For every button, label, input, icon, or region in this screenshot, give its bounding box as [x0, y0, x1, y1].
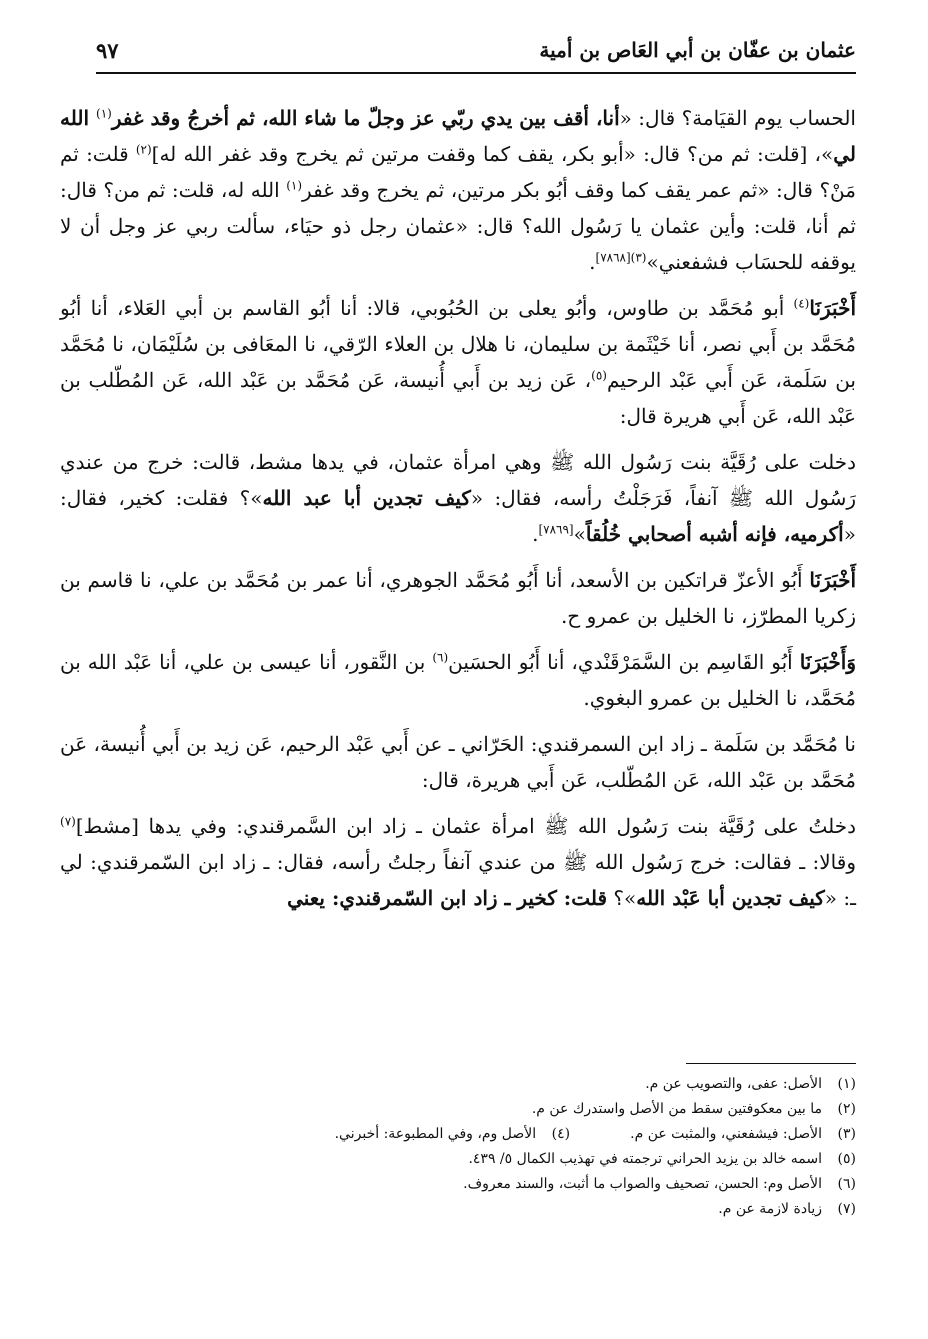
page-number: ٩٧ [96, 38, 119, 63]
footnotes [150, 1063, 856, 1222]
footnote-entry [468, 1151, 856, 1167]
footnote-entry [463, 1176, 856, 1192]
footnote-text: الأصل وم، وفي المطبوعة: أخبرني. [334, 1126, 537, 1142]
footnote-number: (٦) [837, 1176, 856, 1192]
text-run: الحساب يوم القيَامة؟ قال: « [619, 106, 856, 130]
text-run: الله لي [60, 106, 856, 166]
running-title: عثمان بن عفّان بن أبي العَاص بن أمية [539, 38, 856, 62]
footnote-marker: (٧) [60, 814, 76, 829]
footnote-text: ما بين معكوفتين سقط من الأصل واستدرك عن م. [531, 1101, 822, 1117]
text-run: أَخْبَرَنَا [809, 568, 856, 592]
footnote-number: (١) [837, 1076, 856, 1092]
text-run: وَأَخْبَرَنَا [799, 650, 856, 674]
footnote-marker: (٤) [793, 296, 810, 311]
footnote-text: اسمه خالد بن يزيد الحراني ترجمته في تهذيب الكمال ٥/ ٤٣٩. [468, 1151, 822, 1167]
footnote-marker: (٢) [135, 142, 152, 157]
footnote-number: (٤) [551, 1126, 571, 1142]
text-run: . [589, 250, 596, 274]
text-run: نا مُحَمَّد بن سَلَمة ـ زاد ابن السمرقندي: الحَرّاني ـ عن أَبي عَبْد الرحيم، عَن زيد بن أَبي أُنيسة، عَن مُحَمَّد بن عَبْد الله، عَن المُطّلب، عَن أَبي هريرة، قال: [60, 732, 856, 792]
text-run: »؟ [607, 886, 637, 910]
footnote-text: الأصل: فيشفعني، والمثبت عن م. [630, 1126, 822, 1142]
text-run: دخلتُ على رُقَيَّة بنت رَسُول الله ﷺ امرأة عثمان ـ زاد ابن السَّمرقندي: وفي يدها [مشط] [75, 814, 856, 838]
text-run: أكرميه، فإنه أشبه أصحابي خُلُقاً [585, 522, 844, 546]
footnote-text: الأصل وم: الحسن، تصحيف والصواب ما أثبت، والسند معروف. [463, 1176, 822, 1192]
footnote-entry [718, 1201, 856, 1217]
text-run: »؟ فقلت: كخير، فقال: « [60, 486, 856, 546]
footnote-entry [532, 1101, 856, 1117]
footnote-marker: (٣) [630, 250, 647, 265]
text-run: أَبُو الأعزّ قراتكين بن الأسعد، أنا أَبُو مُحَمَّد الجوهري، أنا عمر بن مُحَمَّد بن علي، نا قاسم بن زكريا المطرّز، نا الخليل بن عمرو ح. [60, 568, 856, 628]
text-run: قلت: كخير ـ زاد ابن السّمرقندي: يعني [287, 886, 608, 910]
text-run: وقالا: ـ فقالت: خرج رَسُول الله ﷺ من عندي آنفاً رجلتُ رأسه، فقال: ـ زاد ابن السّمرقندي: لي ـ: « [60, 850, 856, 910]
footnote-marker: [٧٨٦٨] [595, 250, 631, 265]
footnote [150, 1172, 856, 1197]
text-run: بن النَّقور، أنا عيسى بن علي، أنا عَبْد الله بن مُحَمَّد، نا الخليل بن عمرو البغوي. [60, 650, 856, 710]
text-run: أبو مُحَمَّد بن طاوس، وأبُو يعلى بن الحُبُوبي، قالا: أنا أبُو القاسم بن أبي العَلاء، أنا أبُو مُحَمَّد بن أَبي نصر، أنا خَيْثَمة بن سليمان، نا هلال بن العلاء الرّقي، نا المعَافى بن سُلَيْمَان، نا مُحَمَّد بن سَلَمة، عَن أَبي عَبْد الرحيم [60, 296, 856, 392]
paragraph-3 [60, 444, 856, 552]
paragraph-6 [60, 726, 856, 798]
header-rule [96, 72, 856, 74]
footnote-number: (٢) [837, 1101, 856, 1117]
text-run: ، عَن زيد بن أَبي أُنيسة، عَن مُحَمَّد بن عَبْد الله، عَن المُطّلب بن عَبْد الله، عَن أَبي هريرة قال: [60, 368, 856, 428]
footnote-marker: [٧٨٦٩] [538, 522, 574, 537]
text-run: أَخْبَرَنَا [809, 296, 856, 320]
footnote-entry [630, 1122, 856, 1147]
footnote-entry [645, 1076, 856, 1092]
text-run: كيف تجدين أبا عَبْد الله [636, 886, 825, 910]
text-run: كيف تجدين أبا عبد الله [262, 486, 471, 510]
footnote-text: الأصل: عفى، والتصويب عن م. [645, 1076, 822, 1092]
main-text [60, 100, 856, 926]
paragraph-5 [60, 644, 856, 716]
footnote-marker: (١) [96, 106, 112, 121]
text-run: قلت: ثم مَنْ؟ قال: «ثم عمر يقف كما وقف أبُو بكر مرتين، ثم يخرج وقد غفر [60, 142, 856, 202]
text-run: أَبُو القَاسِم بن السَّمَرْقَنْدي، أنا أَبُو الحسَين [448, 650, 800, 674]
footnote [150, 1147, 856, 1172]
footnote-marker: (٦) [432, 650, 449, 665]
footnote-separator [686, 1063, 856, 1064]
paragraph-4 [60, 562, 856, 634]
footnote-number: (٧) [837, 1201, 856, 1217]
text-run: »، [قلت: ثم من؟ قال: «أبو بكر، يقف كما وقفت مرتين ثم يخرج وقد غفر الله له] [151, 142, 834, 166]
text-run: دخلت على رُقَيَّة بنت رَسُول الله ﷺ وهي امرأة عثمان، في يدها مشط، قالت: خرج من عندي رَسُول الله ﷺ آنفاً، فَرَجَلْتُ رأسه، فقال: « [60, 450, 856, 510]
footnote-marker: (١) [286, 178, 303, 193]
paragraph-1 [60, 100, 856, 280]
footnote [150, 1197, 856, 1222]
footnote [150, 1072, 856, 1097]
paragraph-7 [60, 808, 856, 916]
text-run: . [532, 522, 539, 546]
footnote-text: زيادة لازمة عن م. [718, 1201, 822, 1217]
footnote-number: (٣) [837, 1126, 856, 1142]
text-run: الله له، قلت: ثم من؟ قال: ثم أنا، قلت: وأين عثمان يا رَسُول الله؟ قال: «عثمان رجل ذو حيَاء، سألت ربي عز وجل أن لا يوقفه للحسَاب فشفعني» [60, 178, 856, 274]
text-run: » [573, 522, 586, 546]
text-run: أنا، أقف بين يدي ربّي عز وجلّ ما شاء الله، ثم أخرجُ وقد غفر [111, 106, 620, 130]
running-head [96, 34, 856, 74]
footnote-list [150, 1072, 856, 1222]
footnote [150, 1122, 856, 1147]
footnote [150, 1097, 856, 1122]
footnote-entry [335, 1122, 571, 1147]
footnote-number: (٥) [837, 1151, 856, 1167]
paragraph-2 [60, 290, 856, 434]
footnote-marker: (٥) [591, 368, 607, 383]
